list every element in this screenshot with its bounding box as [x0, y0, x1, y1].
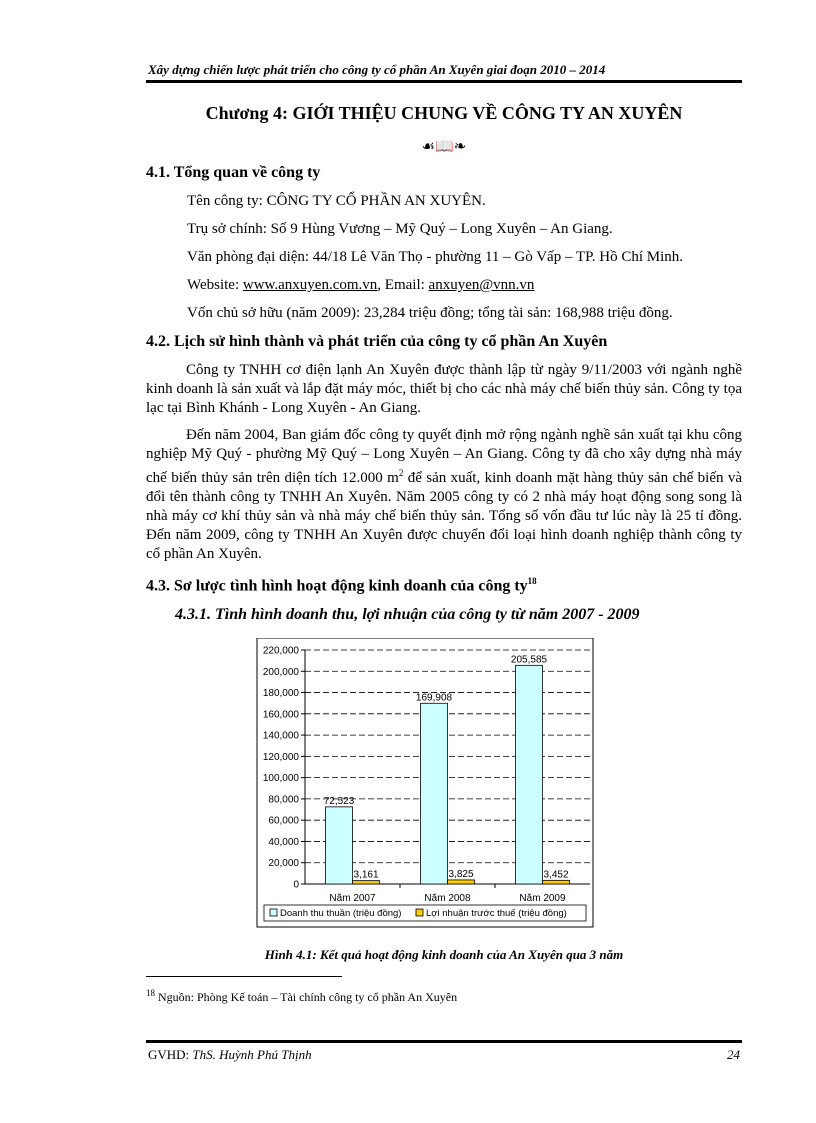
website-label: Website: — [187, 277, 243, 293]
footer-rule — [146, 1040, 742, 1043]
website-link[interactable]: www.anxuyen.com.vn — [242, 277, 378, 293]
bar-profit — [448, 880, 475, 884]
legend-swatch — [270, 909, 277, 916]
section-4-2-heading: 4.2. Lịch sử hình thành và phát triển của công ty cổ phần An Xuyên — [146, 333, 608, 350]
page-number: 24 — [727, 1047, 740, 1062]
bar-profit — [543, 880, 570, 884]
revenue-profit-chart — [250, 638, 600, 928]
history-paragraph-1: Công ty TNHH cơ điện lạnh An Xuyên được thành lập từ ngày 9/11/2003 với ngành nghề kinh doanh là sản xuất và lắp đặt máy móc, thiết bị cho các nhà máy chế biến thủy sản. Công ty tọa lạc tại Bình Khánh - Long Xuyên - An Giang. — [146, 362, 742, 416]
bar-revenue — [326, 807, 353, 884]
y-tick-label: 220,000 — [262, 645, 299, 657]
x-tick-label: Năm 2009 — [519, 893, 566, 904]
email-label: , Email: — [377, 277, 429, 293]
y-tick-label: 120,000 — [262, 751, 299, 763]
data-label: 3,825 — [448, 868, 474, 880]
history-paragraph-2-part-b: để sản xuất, kinh doanh mặt hàng thủy sản chế biến và đổi tên thành công ty TNHH An Xuyên. Năm 2005 công ty có 2 nhà máy hoạt động song song là nhà máy cơ khí thủy sản và nhà máy chế biến thủy sản. Tổng số vốn đầu tư lúc này là 25 tỉ đồng. Đến năm 2009, công ty TNHH An Xuyên được chuyển đổi loại hình doanh nghiệp thành công ty cổ phần An Xuyên. — [146, 470, 743, 562]
legend-swatch — [416, 909, 423, 916]
bar-profit — [353, 881, 380, 884]
capital-line: Vốn chủ sở hữu (năm 2009): 23,284 triệu đồng; tổng tài sản: 168,988 triệu đồng. — [187, 305, 673, 321]
section-4-1-heading: 4.1. Tổng quan về công ty — [146, 164, 321, 181]
y-tick-label: 0 — [293, 879, 299, 891]
data-label: 3,161 — [353, 869, 379, 881]
history-text — [146, 361, 742, 572]
x-tick-label: Năm 2008 — [424, 893, 471, 904]
section-4-3-heading — [146, 576, 537, 595]
footnote-rule — [146, 976, 342, 977]
y-tick-label: 60,000 — [268, 815, 299, 827]
y-tick-label: 160,000 — [262, 709, 299, 721]
footnote-number: 18 — [146, 988, 155, 998]
email-link[interactable]: anxuyen@vnn.vn — [428, 277, 535, 293]
square-meter-superscript: 2 — [398, 468, 404, 478]
chapter-title: Chương 4: GIỚI THIỆU CHUNG VỀ CÔNG TY AN XUYÊN — [205, 103, 683, 123]
legend-label: Lợi nhuận trước thuế (triệu đồng) — [426, 908, 567, 919]
contact-line — [187, 277, 534, 294]
data-label: 3,452 — [543, 869, 569, 881]
footnote — [146, 988, 457, 1005]
data-label: 72,523 — [323, 795, 355, 807]
rep-office: Văn phòng đại diện: 44/18 Lê Văn Thọ - phường 11 – Gò Vấp – TP. Hồ Chí Minh. — [187, 249, 684, 265]
history-paragraph-2-part-a: Đến năm 2004, Ban giám đốc công ty quyết định mở rộng ngành nghề sản xuất tại khu công nghiệp Mỹ Quý - phường Mỹ Quý – Long Xuyên – An Giang. Công ty đã cho xây dựng nhà máy chế biến thủy sản trên diện tích 12.000 m — [146, 427, 742, 486]
history-paragraph-2 — [146, 426, 742, 564]
y-tick-label: 40,000 — [268, 836, 299, 848]
y-tick-label: 200,000 — [262, 666, 299, 678]
header-rule — [146, 80, 742, 83]
advisor-label: GVHD: — [148, 1047, 193, 1062]
company-name: Tên công ty: CÔNG TY CỔ PHẦN AN XUYÊN. — [187, 193, 486, 209]
footnote-reference[interactable]: 18 — [527, 576, 537, 586]
y-tick-label: 20,000 — [268, 858, 299, 870]
data-label: 169,908 — [415, 692, 453, 704]
x-tick-label: Năm 2007 — [329, 893, 376, 904]
y-tick-label: 140,000 — [262, 730, 299, 742]
footer-advisor — [148, 1047, 312, 1063]
footnote-text: Nguồn: Phòng Kế toán – Tài chính công ty cổ phần An Xuyên — [155, 990, 458, 1004]
bar-revenue — [421, 703, 448, 884]
bar-revenue — [516, 665, 543, 884]
head-office: Trụ sở chính: Số 9 Hùng Vương – Mỹ Quý – Long Xuyên – An Giang. — [187, 221, 613, 237]
book-ornament-icon: ☙📖❧ — [421, 137, 467, 155]
data-label: 205,585 — [510, 654, 548, 666]
y-tick-label: 100,000 — [262, 773, 299, 785]
y-tick-label: 180,000 — [262, 688, 299, 700]
y-tick-label: 80,000 — [268, 794, 299, 806]
running-header: Xây dựng chiến lược phát triển cho công ty cổ phần An Xuyên giai đoạn 2010 – 2014 — [148, 62, 606, 77]
advisor-name: ThS. Huỳnh Phú Thịnh — [192, 1047, 312, 1062]
section-4-3-heading-text: 4.3. Sơ lược tình hình hoạt động kinh doanh của công ty — [146, 577, 528, 595]
section-4-3-1-heading: 4.3.1. Tình hình doanh thu, lợi nhuận của công ty từ năm 2007 - 2009 — [175, 606, 640, 623]
figure-caption: Hình 4.1: Kết quả hoạt động kinh doanh của An Xuyên qua 3 năm — [264, 947, 624, 962]
legend-label: Doanh thu thuần (triệu đồng) — [280, 908, 402, 919]
